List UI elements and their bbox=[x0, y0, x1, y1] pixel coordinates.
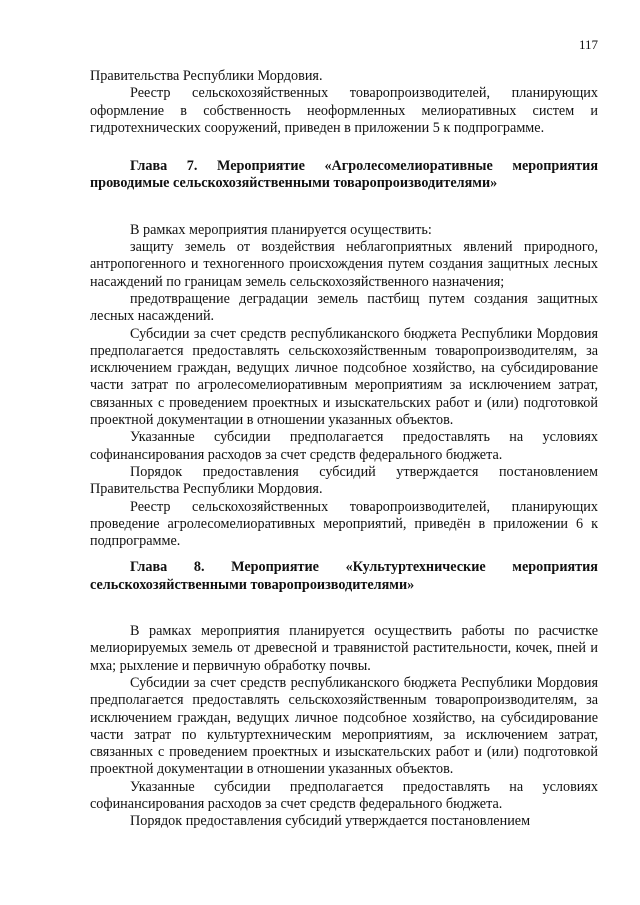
paragraph: Порядок предоставления субсидий утверждается постановлением bbox=[130, 813, 531, 830]
paragraph: защиту земель от воздействия неблагоприятных явлений природного, антропогенного и техногенного происхождения путем создания защитных лесных насаждений по границам земель сельскохозяйственного назначения; bbox=[90, 239, 598, 290]
paragraph: Указанные субсидии предполагается предоставлять на условиях софинансирования расходов за счет средств федерального бюджета. bbox=[90, 778, 598, 812]
paragraph: Указанные субсидии предполагается предоставлять на условиях софинансирования расходов за счет средств федерального бюджета. bbox=[90, 429, 598, 463]
paragraph: Реестр сельскохозяйственных товаропроизводителей, планирующих оформление в собственность неоформленных мелиоративных систем и гидротехнических сооружений, приведен в приложении 5 к подпрограмме. bbox=[90, 85, 598, 136]
paragraph: Порядок предоставления субсидий утверждается постановлением Правительства Республики Мордовия. bbox=[90, 463, 598, 498]
paragraph: предотвращение деградации земель пастбищ путем создания защитных лесных насаждений. bbox=[90, 290, 598, 325]
paragraph: Реестр сельскохозяйственных товаропроизводителей, планирующих проведение агролесомелиоративных мероприятий, приведён в приложении 6 к подпрограмме. bbox=[90, 498, 598, 550]
page-number: 117 bbox=[578, 37, 598, 52]
paragraph: Субсидии за счет средств республиканского бюджета Республики Мордовия предполагается предоставлять сельскохозяйственным товаропроизводителям, за исключением граждан, ведущих личное подсобное хозяйство, на субсидирование части затрат по агролесомелиоративным мероприятиям за исключением затрат, связанных с проведением проектных и изыскательских работ и (или) подготовкой проектной документации в отношении указанных объектов. bbox=[90, 325, 598, 429]
chapter-7-heading: Глава 7. Мероприятие «Агролесомелиоративные мероприятия проводимые сельскохозяйственными товаропроизводителями» bbox=[90, 158, 598, 192]
paragraph: Субсидии за счет средств республиканского бюджета Республики Мордовия предполагается предоставлять сельскохозяйственным товаропроизводителям, за исключением граждан, ведущих личное подсобное хозяйство, на субсидирование части затрат по культуртехническим мероприятиям, за исключением затрат, связанных с проведением проектных и изыскательских работ и (или) подготовкой проектной документации в отношении указанных объектов. bbox=[90, 674, 598, 778]
chapter-8-heading: Глава 8. Мероприятие «Культуртехнические мероприятия сельскохозяйственными товаропроизводителями» bbox=[90, 559, 598, 593]
paragraph: Правительства Республики Мордовия. bbox=[90, 68, 323, 84]
paragraph: В рамках мероприятия планируется осуществить: bbox=[130, 221, 432, 238]
page-content bbox=[90, 68, 598, 831]
paragraph: В рамках мероприятия планируется осуществить работы по расчистке мелиорируемых земель от древесной и травянистой растительности, кочек, пней и мха; рыхление и первичную обработку почвы. bbox=[90, 623, 598, 674]
